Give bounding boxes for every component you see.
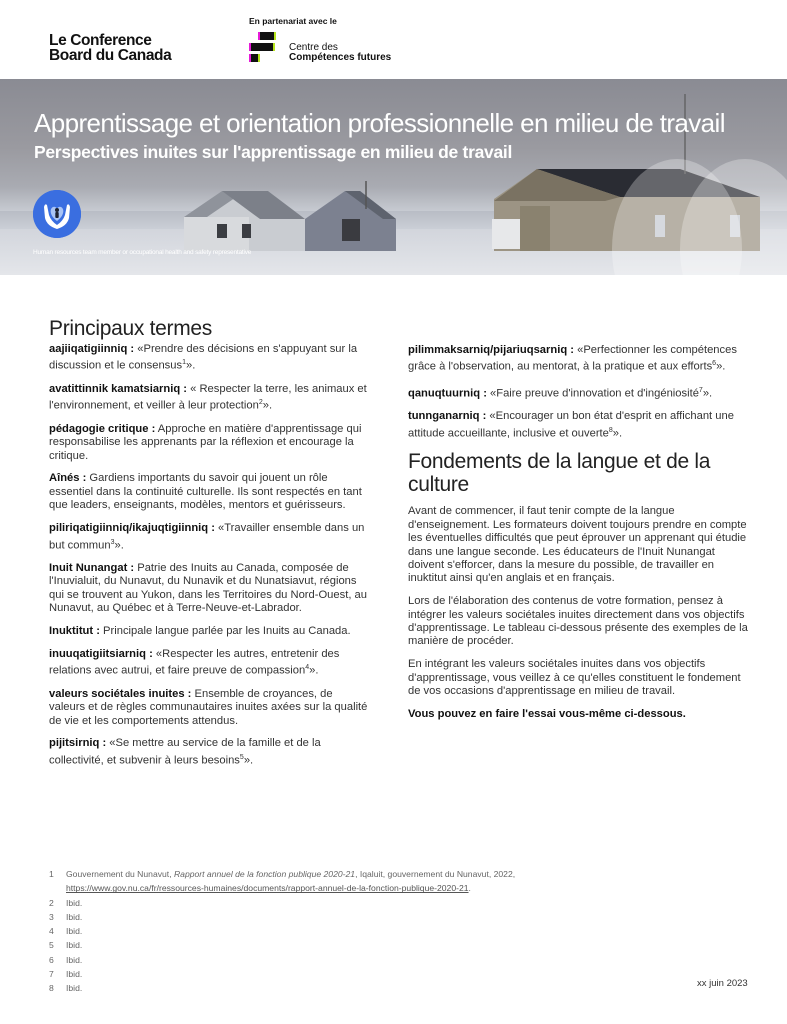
footnote [49, 896, 589, 910]
footnote-list [49, 896, 589, 996]
footnote-number: 5 [49, 940, 54, 951]
term-text: Patrie des Inuits au Canada, composée de l'Inuvialuit, du Nunavut, du Nunavik et du Nunatsiavut, régions qui se trouvent au Yukon, dans les Territoires du Nord-Ouest, au Nunavut, au Québec et à Terre-Neuve-et-Labrador. [49, 562, 367, 615]
term-text-end: ». [309, 664, 319, 677]
term-definition [49, 522, 371, 553]
logo-bar [249, 54, 260, 62]
footnote [49, 938, 589, 952]
term-definition [408, 410, 748, 441]
term-definition [49, 737, 371, 768]
term-name: Inuit Nunangat : [49, 562, 135, 575]
footnote-text: Ibid. [66, 897, 83, 908]
key-terms-list-continued [408, 344, 748, 441]
footnote-number: 8 [49, 983, 54, 994]
role-caption: Human resources team member or occupational health and safety representative [33, 249, 252, 256]
footnote-text: Ibid. [66, 983, 83, 994]
term-definition [49, 472, 371, 512]
term-text-end: ». [612, 427, 623, 440]
term-text: «Travailler ensemble dans un but commun [49, 522, 365, 552]
page-subtitle: Perspectives inuites sur l'apprentissage en milieu de travail [34, 142, 513, 162]
term-definition [49, 562, 371, 616]
right-column [408, 344, 748, 731]
term-definition [49, 343, 371, 374]
footnote-number: 3 [49, 911, 54, 922]
term-text: Ensemble de croyances, de valeurs et de règles communautaires inuites axées sur la qualité de vie et les comportements attendus. [49, 687, 368, 727]
footnote-text-before: Gouvernement du Nunavut, [66, 869, 174, 879]
footnote-reference[interactable]: 4 [305, 664, 310, 672]
key-terms-list [49, 343, 371, 768]
footnote [49, 924, 589, 938]
footnote-number: 1 [49, 869, 54, 879]
logo-line-2: Board du Canada [49, 47, 172, 64]
term-text-end: ». [262, 400, 273, 413]
footnote [49, 867, 589, 896]
footnote-number: 7 [49, 969, 54, 980]
term-text: «Faire preuve d'innovation et d'ingéniosité [486, 387, 699, 400]
term-definition [49, 423, 371, 463]
logo-line-1: Le Conference [49, 32, 152, 49]
partner-label: En partenariat avec le [249, 16, 337, 26]
foundations-heading: Fondements de la langue et de la culture [408, 450, 711, 497]
footnote-reference[interactable]: 7 [698, 386, 703, 394]
conference-board-logo [49, 33, 171, 63]
page-title: Apprentissage et orientation professionnelle en milieu de travail [34, 108, 725, 138]
footnote-link-end: . [468, 883, 471, 894]
term-name: aajiiqatigiinniq : [49, 343, 135, 355]
term-text-end: ». [716, 361, 726, 374]
page-header [0, 0, 787, 79]
term-name: Aînés : [49, 472, 87, 485]
footnote-text: Ibid. [66, 954, 83, 965]
footnote-reference[interactable]: 2 [258, 399, 263, 407]
term-text-end: ». [702, 387, 713, 400]
logo-bar [249, 43, 275, 51]
foundations-paragraph: Avant de commencer, il faut tenir compte de la langue d'enseignement. Les formateurs doivent toujours prendre en compte les éventuelles difficultés que peut éprouver un apprenant qui étudie dans une langue seconde. Les éducateurs de l'Inuit Nunangat doivent s'efforcer, dans la mesure du possible, de travailler en inuktitut ainsi qu'en anglais et en français. [408, 505, 747, 585]
partner-name-line-1: Centre des [289, 42, 338, 53]
footnote-title: Rapport annuel de la fonction publique 2020-21 [173, 869, 356, 879]
footnote-number: 6 [49, 954, 54, 965]
term-text: «Respecter les autres, entretenir des relations avec autrui, et faire preuve de compassion [49, 647, 340, 677]
footnote-number: 2 [49, 897, 54, 908]
footnote-reference[interactable]: 8 [608, 426, 613, 434]
term-text: « Respecter la terre, les animaux et l'environnement, et veiller à leur protection [49, 382, 367, 413]
term-name: Inuktitut : [49, 625, 100, 638]
call-to-action: Vous pouvez en faire l'essai vous-même ci-dessous. [408, 707, 686, 720]
term-text-end: ». [186, 360, 196, 373]
footnote-text: Ibid. [66, 940, 83, 951]
term-definition [49, 648, 371, 679]
term-name: pilimmaksarniq/pijariuqsarniq : [408, 344, 574, 356]
footnote-text-after: , Iqaluit, gouvernement du Nunavut, 2022, [355, 869, 516, 879]
publication-date: xx juin 2023 [697, 978, 748, 989]
term-text: «Encourager un bon état d'esprit en affichant une attitude accueillante, inclusive et ouverte [408, 410, 734, 440]
footnote-text: Ibid. [66, 926, 83, 937]
footnote-text: Ibid. [66, 911, 83, 922]
term-text: «Perfectionner les compétences grâce à l'observation, au mentorat, à la pratique et aux efforts [408, 344, 737, 374]
partner-name-line-2: Compétences futures [289, 52, 392, 63]
future-skills-centre-name [289, 43, 391, 63]
term-text: Principale langue parlée par les Inuits au Canada. [99, 625, 351, 638]
footnote-reference[interactable]: 5 [239, 753, 244, 761]
key-terms-heading: Principaux termes [49, 317, 212, 340]
logo-bar [258, 32, 276, 40]
term-name: avatittinnik kamatsiarniq : [49, 382, 188, 395]
key-terms-column [49, 317, 371, 777]
term-definition [49, 625, 371, 638]
term-name: valeurs sociétales inuites : [49, 687, 192, 700]
footnote [49, 967, 589, 981]
term-text: Approche en matière d'apprentissage qui responsabilise les apprenants par la réflexion et encourage la critique. [49, 422, 362, 462]
term-definition [408, 344, 748, 375]
term-text-end: ». [114, 539, 124, 552]
term-definition [49, 688, 371, 728]
term-text: Gardiens importants du savoir qui jouent un rôle essentiel dans la continuité culturelle. Ils sont respectés en tant que leaders, enseignants, modèles, mentors et guérisseurs. [49, 472, 362, 512]
footnote [49, 910, 589, 924]
footnote-reference[interactable]: 1 [182, 359, 186, 367]
term-text-end: ». [243, 754, 254, 767]
foundations-paragraph: Lors de l'élaboration des contenus de votre formation, pensez à intégrer les valeurs sociétales inuites directement dans vos objectifs d'apprentissage. Le tableau ci-dessous présente des exemples de la manière de procéder. [408, 595, 748, 648]
footnotes [49, 867, 589, 996]
footnote [49, 953, 589, 967]
term-text: «Prendre des décisions en s'appuyant sur la discussion et le consensus [49, 343, 358, 373]
term-name: tunnganarniq : [408, 410, 487, 423]
footnote-link[interactable]: https://www.gov.nu.ca/fr/ressources-humaines/documents/rapport-annuel-de-la-fonction-publique-2020-21 [66, 883, 469, 894]
term-name: inuuqatigiitsiarniq : [49, 647, 153, 660]
term-name: qanuqtuurniq : [408, 387, 487, 400]
term-name: pijitsirniq : [49, 737, 107, 750]
hands-heart-person-icon [33, 190, 81, 238]
footnote-number: 4 [49, 926, 54, 937]
footnote-reference[interactable]: 6 [712, 360, 717, 368]
term-definition [408, 384, 748, 401]
hero-banner [0, 79, 787, 275]
foundations-paragraph: En intégrant les valeurs sociétales inuites dans vos objectifs d'apprentissage, vous veillez à ce qu'elles constituent le fondement de vos occasions d'apprentissage en milieu de travail. [408, 658, 741, 698]
footnote-text: Ibid. [66, 969, 83, 980]
term-name: piliriqatigiinniq/ikajuqtigiinniq : [49, 522, 215, 535]
term-text: «Se mettre au service de la famille et de la collectivité, et subvenir à leurs besoins [49, 737, 321, 767]
term-name: pédagogie critique : [49, 422, 156, 435]
term-definition [49, 383, 371, 414]
footnote [49, 981, 589, 995]
future-skills-centre-logo-icon [249, 32, 281, 64]
footnote-reference[interactable]: 3 [110, 538, 115, 546]
footnote-text [66, 867, 589, 896]
